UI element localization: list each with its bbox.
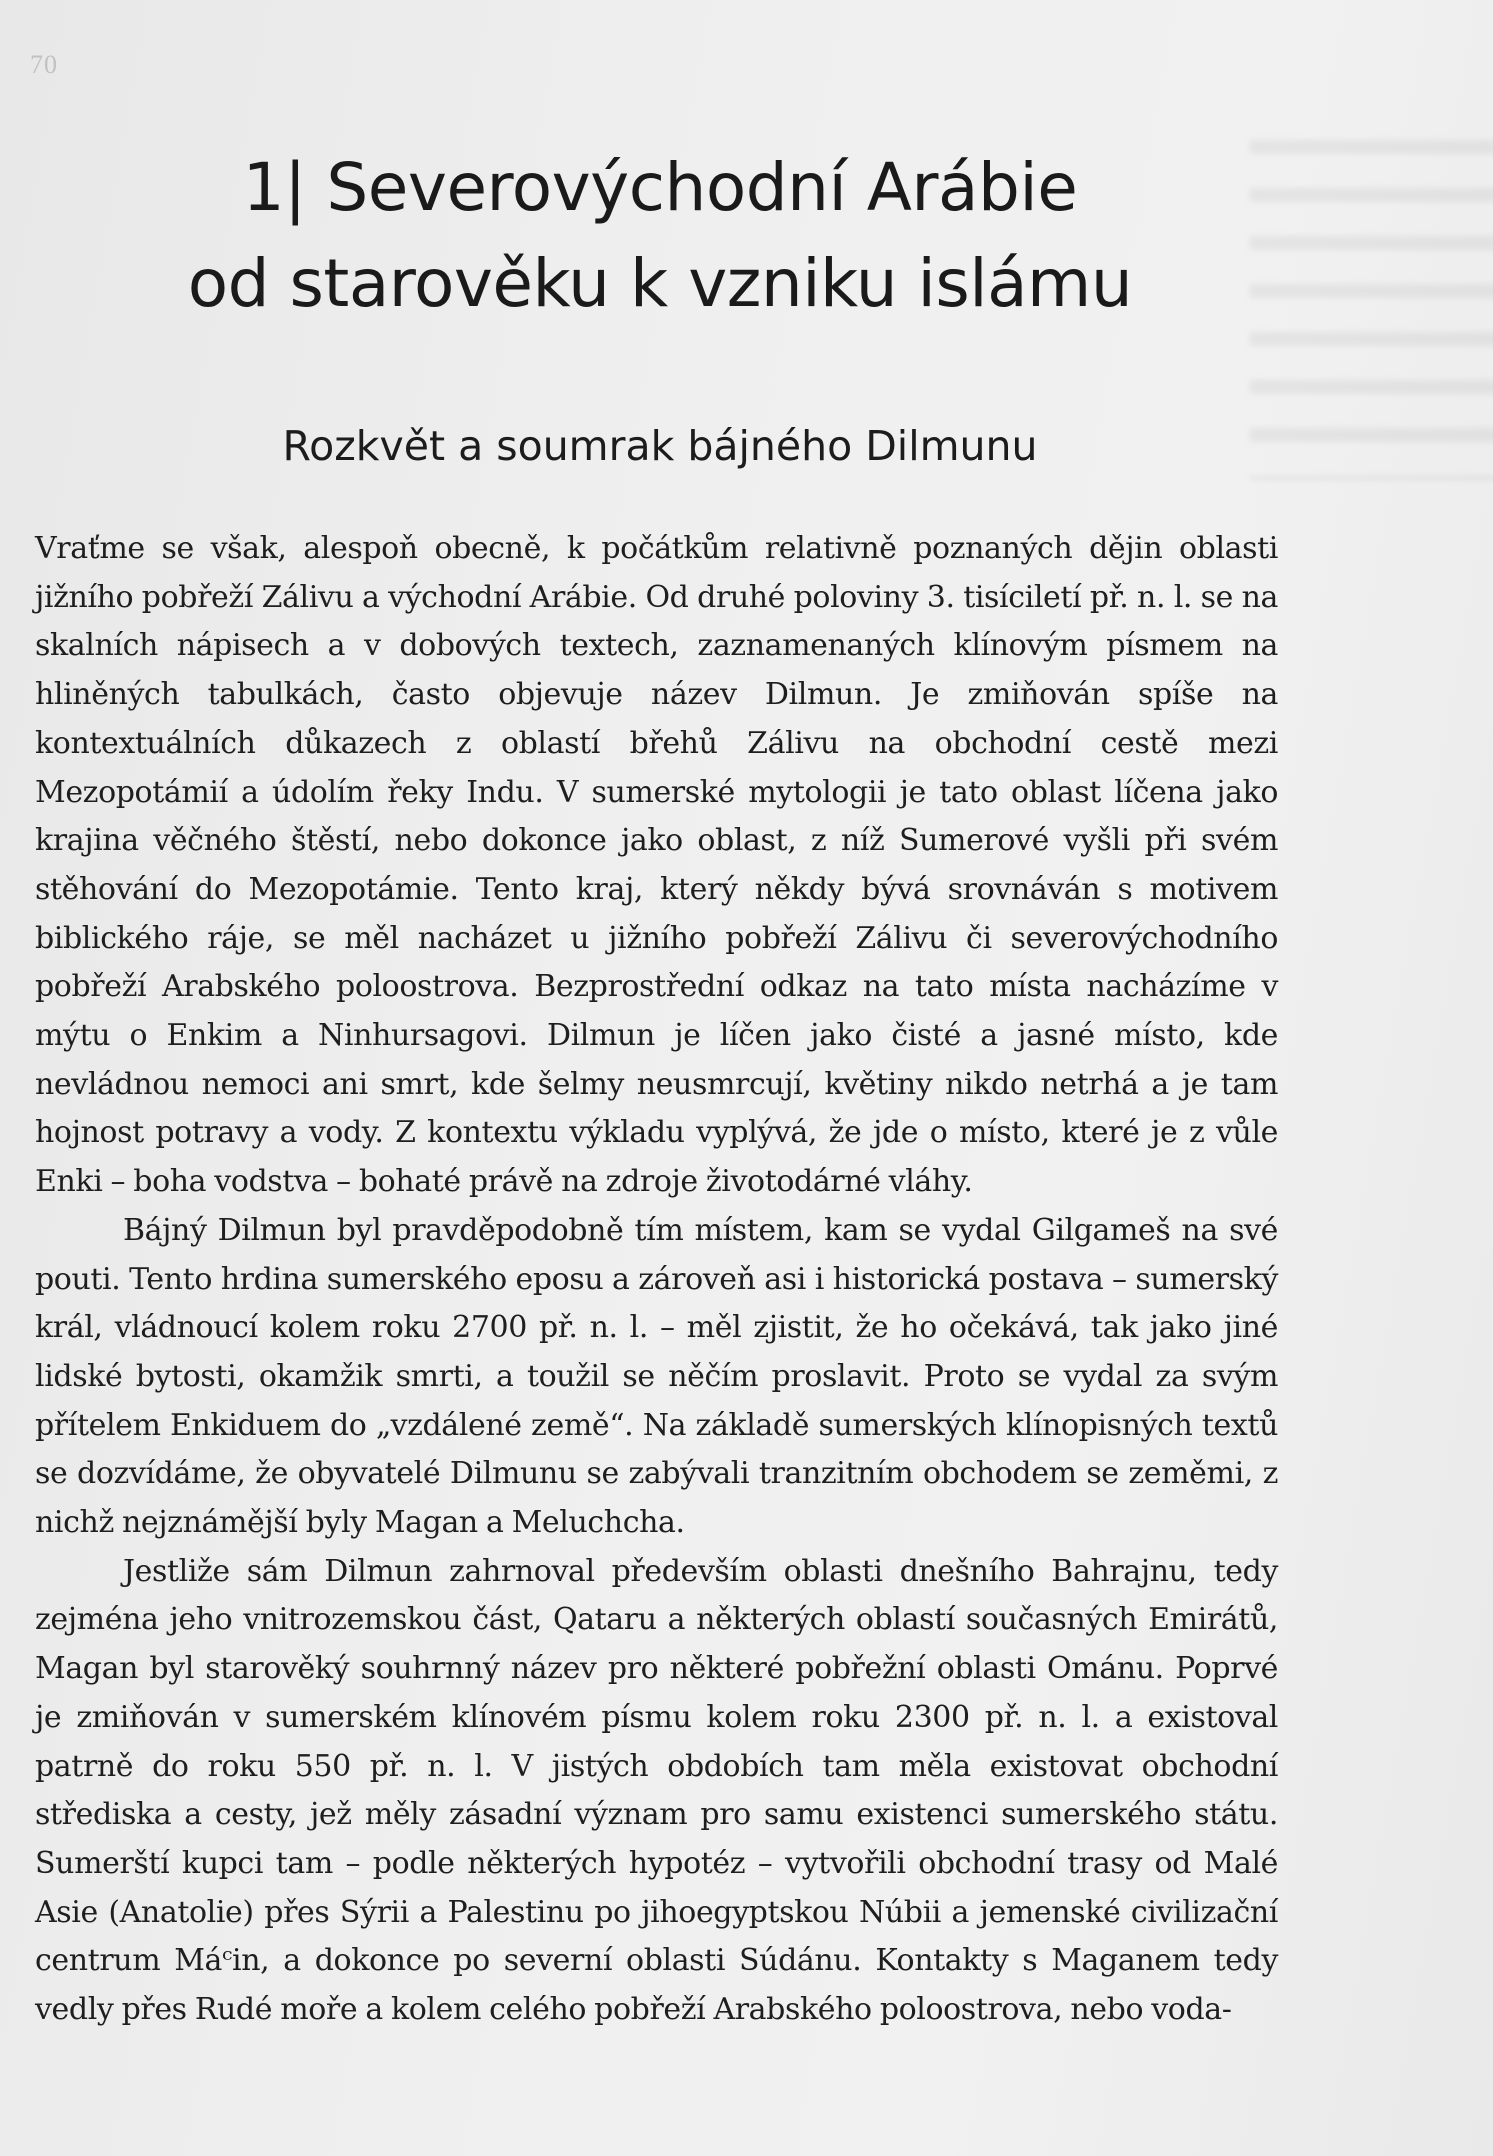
chapter-title-line-2: od starověku k vzniku islámu xyxy=(187,245,1133,322)
body-text xyxy=(35,525,1278,2035)
paragraph: Jestliže sám Dilmun zahrnoval především oblasti dnešního Bahrajnu, tedy zejména jeho vnitrozemskou část, Qataru a některých oblastí současných Emirátů, Magan byl starověký souhrnný název pro některé pobřežní oblasti Ománu. Poprvé je zmiňován v sumerském klínovém písmu kolem roku 2300 př. n. l. a existoval patrně do roku 550 př. n. l. V jistých obdobích tam měla existovat obchodní střediska a cesty, jež měly zásadní význam pro samu existenci sumerského státu. Sumerští kupci tam – podle některých hypotéz – vytvořili obchodní trasy od Malé Asie (Anatolie) přes Sýrii a Palestinu po jihoegyptskou Núbii a jemenské civilizační centrum Máᶜin, a dokonce po severní oblasti Súdánu. Kontakty s Maganem tedy vedly přes Rudé moře a kolem celého pobřeží Arabského poloostrova, nebo voda- xyxy=(35,1553,1278,2028)
section-title: Rozkvět a soumrak bájného Dilmunu xyxy=(282,422,1038,470)
paragraph: Vraťme se však, alespoň obecně, k počátkům relativně poznaných dějin oblasti jižního pobřeží Zálivu a východní Arábie. Od druhé poloviny 3. tisíciletí př. n. l. se na skalních nápisech a v dobových textech, zaznamenaných klínovým písmem na hliněných tabulkách, často objevuje název Dilmun. Je zmiňován spíše na kontextuálních důkazech z oblastí břehů Zálivu na obchodní cestě mezi Mezopotámií a údolím řeky Indu. V sumerské mytologii je tato oblast líčena jako krajina věčného štěstí, nebo dokonce jako oblast, z níž Sumerové vyšli při svém stěhování do Mezopotámie. Tento kraj, který někdy bývá srovnáván s motivem biblického ráje, se měl nacházet u jižního pobřeží Zálivu či severovýchodního pobřeží Arabského poloostrova. Bezprostřední odkaz na tato místa nacházíme v mýtu o Enkim a Ninhursagovi. Dilmun je líčen jako čisté a jasné místo, kde nevládnou nemoci ani smrt, kde šelmy neusmrcují, květiny nikdo netrhá a je tam hojnost potravy a vody. Z kontextu výkladu vyplývá, že jde o místo, které je z vůle Enki – boha vodstva – bohaté právě na zdroje životodárné vláhy. xyxy=(35,531,1278,1200)
chapter-title xyxy=(0,140,1320,332)
chapter-title-line-1: 1| Severovýchodní Arábie xyxy=(242,149,1078,226)
paragraph: Bájný Dilmun byl pravděpodobně tím místem, kam se vydal Gilgameš na své pouti. Tento hrdina sumerského eposu a zároveň asi i historická postava – sumerský král, vládnoucí kolem roku 2700 př. n. l. – měl zjistit, že ho očekává, tak jako jiné lidské bytosti, okamžik smrti, a toužil se něčím proslavit. Proto se vydal za svým přítelem Enkiduem do „vzdálené země“. Na základě sumerských klínopisných textů se dozvídáme, že obyvatelé Dilmunu se zabývali tranzitním obchodem se zeměmi, z nichž nejznámější byly Magan a Meluchcha. xyxy=(35,1212,1278,1541)
running-head: 70 xyxy=(30,50,58,79)
